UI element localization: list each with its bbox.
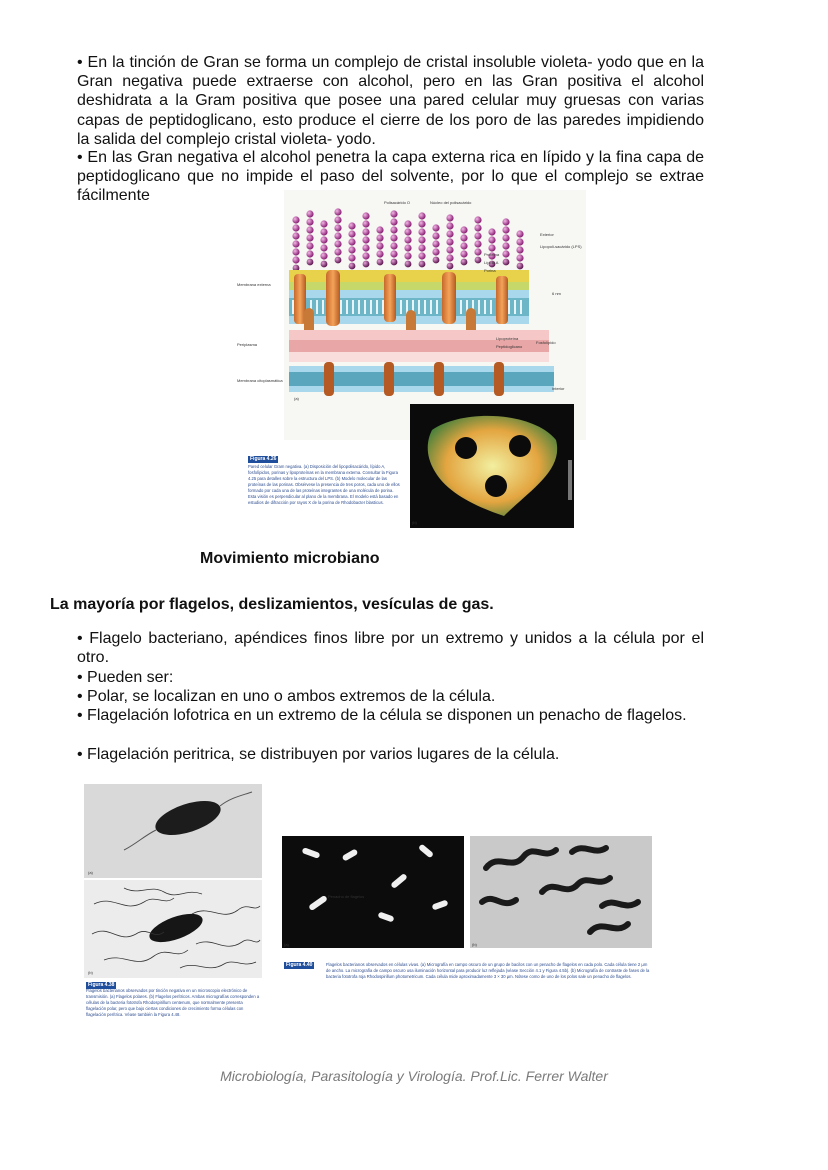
svg-text:(a): (a) bbox=[88, 870, 93, 875]
heading-mayoria: La mayoría por flagelos, deslizamientos, vesículas de gas. bbox=[50, 596, 494, 613]
svg-text:Penacho de flagelos: Penacho de flagelos bbox=[328, 894, 365, 899]
svg-text:Lípido A: Lípido A bbox=[484, 260, 499, 265]
heading-movimiento: Movimiento microbiano bbox=[200, 550, 380, 567]
flagella-images bbox=[84, 784, 262, 980]
svg-text:(b): (b) bbox=[412, 520, 417, 525]
svg-text:Proteína: Proteína bbox=[484, 252, 500, 257]
svg-text:(b): (b) bbox=[88, 970, 93, 975]
svg-text:(b): (b) bbox=[472, 942, 477, 947]
bullet-pueden-ser: • Pueden ser: bbox=[77, 669, 174, 686]
svg-text:Polisacárido O: Polisacárido O bbox=[384, 200, 411, 205]
svg-text:6 nm: 6 nm bbox=[552, 291, 561, 296]
cytoplasmic-membrane bbox=[289, 362, 554, 396]
svg-text:Membrana citoplasmática: Membrana citoplasmática bbox=[237, 378, 283, 383]
svg-text:(a): (a) bbox=[284, 942, 289, 947]
figure-flagella-micrographs bbox=[84, 784, 262, 1032]
bullet-polar: • Polar, se localizan en uno o ambos extremos de la célula. bbox=[77, 688, 496, 705]
svg-text:Porina: Porina bbox=[484, 268, 496, 273]
figure-gram-negative-cell-wall bbox=[234, 190, 586, 532]
bullet-lofotrica: • Flagelación lofotrica en un extremo de la célula se disponen un penacho de flagelos. bbox=[77, 707, 687, 724]
svg-text:Peptidoglicano: Peptidoglicano bbox=[496, 344, 523, 349]
figure-caption: Flagelos bacterianos observados en células vivas. (a) Micrografía en campo oscuro de un grupo de bacilos con un penacho de flagelos en cada polo. Cada célula tiene 2 µm de ancho. La micrografía de campo oscuro usa iluminación horizontal para producir luz reflejada (véase Sección 4.1 y Figura 4.5b). (b) Micrografía de contraste de fases de la bacteria fototrofa roja Rhodospirillum photometricum. Cada célula mide aproximadamente 3 × 30 µm. Nótese como de uno de los polos sale un penacho de flagelos. bbox=[326, 962, 650, 979]
figure-label: Figura 4.40 bbox=[286, 962, 313, 968]
figure-label: Figura 4.26 bbox=[250, 456, 277, 462]
svg-text:Exterior: Exterior bbox=[540, 232, 554, 237]
live-cell-images bbox=[272, 822, 656, 950]
svg-text:Lipopoli-sacárido (LPS): Lipopoli-sacárido (LPS) bbox=[540, 244, 582, 249]
figure-flagella-live-cells bbox=[272, 822, 656, 994]
page-footer: Microbiología, Parasitología y Virología. Prof.Lic. Ferrer Walter bbox=[220, 1068, 608, 1084]
svg-text:Lipoproteína: Lipoproteína bbox=[496, 336, 519, 341]
paragraph-gram-negative: • En las Gran negativa el alcohol penetra la capa externa rica en lípido y la fina capa de peptidoglicano que no impide el paso del solvente, por lo que el complejo se extrae fácilmente bbox=[77, 149, 704, 205]
svg-text:Membrana externa: Membrana externa bbox=[237, 282, 271, 287]
figure-caption: Flagelos bacterianos observados por tinción negativa en un microscopio electrónico de transmisión. (a) Flagelos polares. (b) Flagelos perítricos. Ambas micrografías corresponden a células de la bacteria fototrofa Rhodospirillum centenum, que normalmente presenta flagelación polar, pero que bajo ciertas condiciones de crecimiento forma células con flagelación perítrica. Véase también la Figura 4.48. bbox=[86, 988, 260, 1017]
bullet-peritrica: • Flagelación peritrica, se distribuyen por varios lugares de la célula. bbox=[77, 746, 560, 763]
figure-caption: Pared celular Gram negativa. (a) Disposición del lipopolisacárido, lípido A, fosfolípidos, porinas y lipoproteínas en la membrana externa. Consultar la Figura 4.25 para detalles sobre la estructura del LPS. (b) Modelo molecular de las proteínas de las porinas. Obsérvese la presencia de tres poros, cada uno de ellos formado por cada una de las proteínas integrantes de una molécula de porina. Esta visión es perpendicular al plano de la membrana. El modelo está basado en estudios de difracción por rayos X de la porina de Rhodobacter blasticus. bbox=[248, 464, 400, 505]
bullet-flagelo: • Flagelo bacteriano, apéndices finos libre por un extremo y unidos a la célula por el otro. bbox=[77, 630, 704, 667]
svg-text:Interior: Interior bbox=[552, 386, 565, 391]
svg-text:(a): (a) bbox=[294, 396, 299, 401]
svg-text:Fosfolípido: Fosfolípido bbox=[536, 340, 556, 345]
paragraph-gram-stain: • En la tinción de Gran se forma un complejo de cristal insoluble violeta- yodo que en la Gran negativa puede extraerse con alcohol, pero en las Gran positiva el alcohol deshidrata a la Gram positiva que posee una pared celular muy gruesas con varias capas de peptidoglicano, esto produce el cierre de los poro de las paredes impidiendo la salida del complejo cristal violeta- yodo. bbox=[77, 54, 704, 148]
figure-label: Figura 4.38 bbox=[88, 982, 115, 988]
svg-text:Núcleo del polisacárido: Núcleo del polisacárido bbox=[430, 200, 472, 205]
svg-text:Periplasma: Periplasma bbox=[237, 342, 258, 347]
